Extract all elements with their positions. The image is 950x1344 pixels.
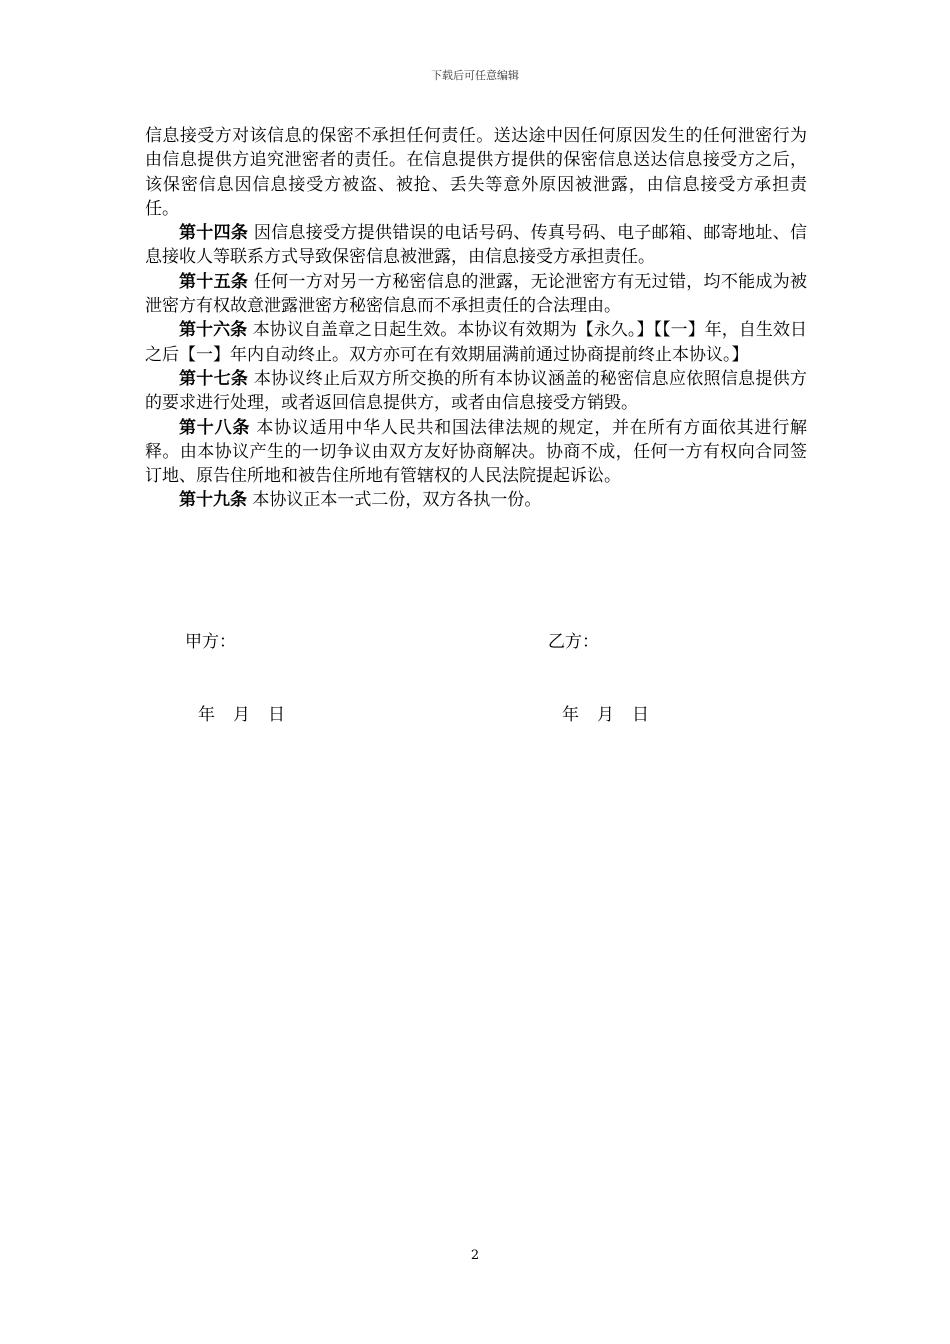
article-14-text: 因信息接受方提供错误的电话号码、传真号码、电子邮箱、邮寄地址、信息接收人等联系方式导致保密信息被泄露，由信息接受方承担责任。 xyxy=(145,223,808,268)
page-header: 下载后可任意编辑 xyxy=(431,69,519,82)
party-b-month: 月 xyxy=(597,705,614,725)
article-15 xyxy=(145,270,807,319)
party-b-date xyxy=(562,700,667,725)
article-19-heading: 第十九条 xyxy=(179,490,247,511)
article-17-heading: 第十七条 xyxy=(179,368,249,389)
party-b-day: 日 xyxy=(632,705,649,725)
party-a-year: 年 xyxy=(198,705,215,725)
article-14 xyxy=(145,221,807,270)
article-16-text: 本协议自盖章之日起生效。本协议有效期为【永久。】【【一】年，自生效日之后【一】年内自动终止。双方亦可在有效期届满前通过协商提前终止本协议。】 xyxy=(145,320,808,365)
party-a-label: 甲方： xyxy=(185,632,236,652)
article-18-text: 本协议适用中华人民共和国法律法规的规定，并在所有方面依其进行解释。由本协议产生的一切争议由双方友好协商解决。协商不成，任何一方有权向合同签订地、原告住所地和被告住所地有管辖权的人民法院提起诉讼。 xyxy=(145,417,808,487)
party-b-label: 乙方： xyxy=(548,632,599,652)
article-15-text: 任何一方对另一方秘密信息的泄露，无论泄密方有无过错，均不能成为被泄密方有权故意泄露泄密方秘密信息而不承担责任的合法理由。 xyxy=(145,271,808,317)
party-b-year: 年 xyxy=(562,705,579,725)
party-a-date xyxy=(198,700,303,725)
article-16 xyxy=(145,318,807,367)
article-18 xyxy=(145,416,807,489)
article-16-heading: 第十六条 xyxy=(179,320,248,341)
article-19 xyxy=(145,488,807,512)
article-17 xyxy=(145,367,807,416)
article-14-heading: 第十四条 xyxy=(179,223,249,244)
article-18-heading: 第十八条 xyxy=(179,417,251,438)
article-17-text: 本协议终止后双方所交换的所有本协议涵盖的秘密信息应依照信息提供方的要求进行处理，或者返回信息提供方，或者由信息接受方销毁。 xyxy=(145,368,808,414)
article-19-text: 本协议正本一式二份，双方各执一份。 xyxy=(252,490,542,511)
page-number: 2 xyxy=(470,1248,480,1263)
party-a-day: 日 xyxy=(268,705,285,725)
document-body xyxy=(145,124,807,513)
party-a-month: 月 xyxy=(233,705,250,725)
paragraph-continuation: 信息接受方对该信息的保密不承担任何责任。送达途中因任何原因发生的任何泄密行为由信息提供方追究泄密者的责任。在信息提供方提供的保密信息送达信息接受方之后，该保密信息因信息接受方被盗、被抢、丢失等意外原因被泄露，由信息接受方承担责任。 xyxy=(145,126,807,219)
article-15-heading: 第十五条 xyxy=(179,271,249,292)
